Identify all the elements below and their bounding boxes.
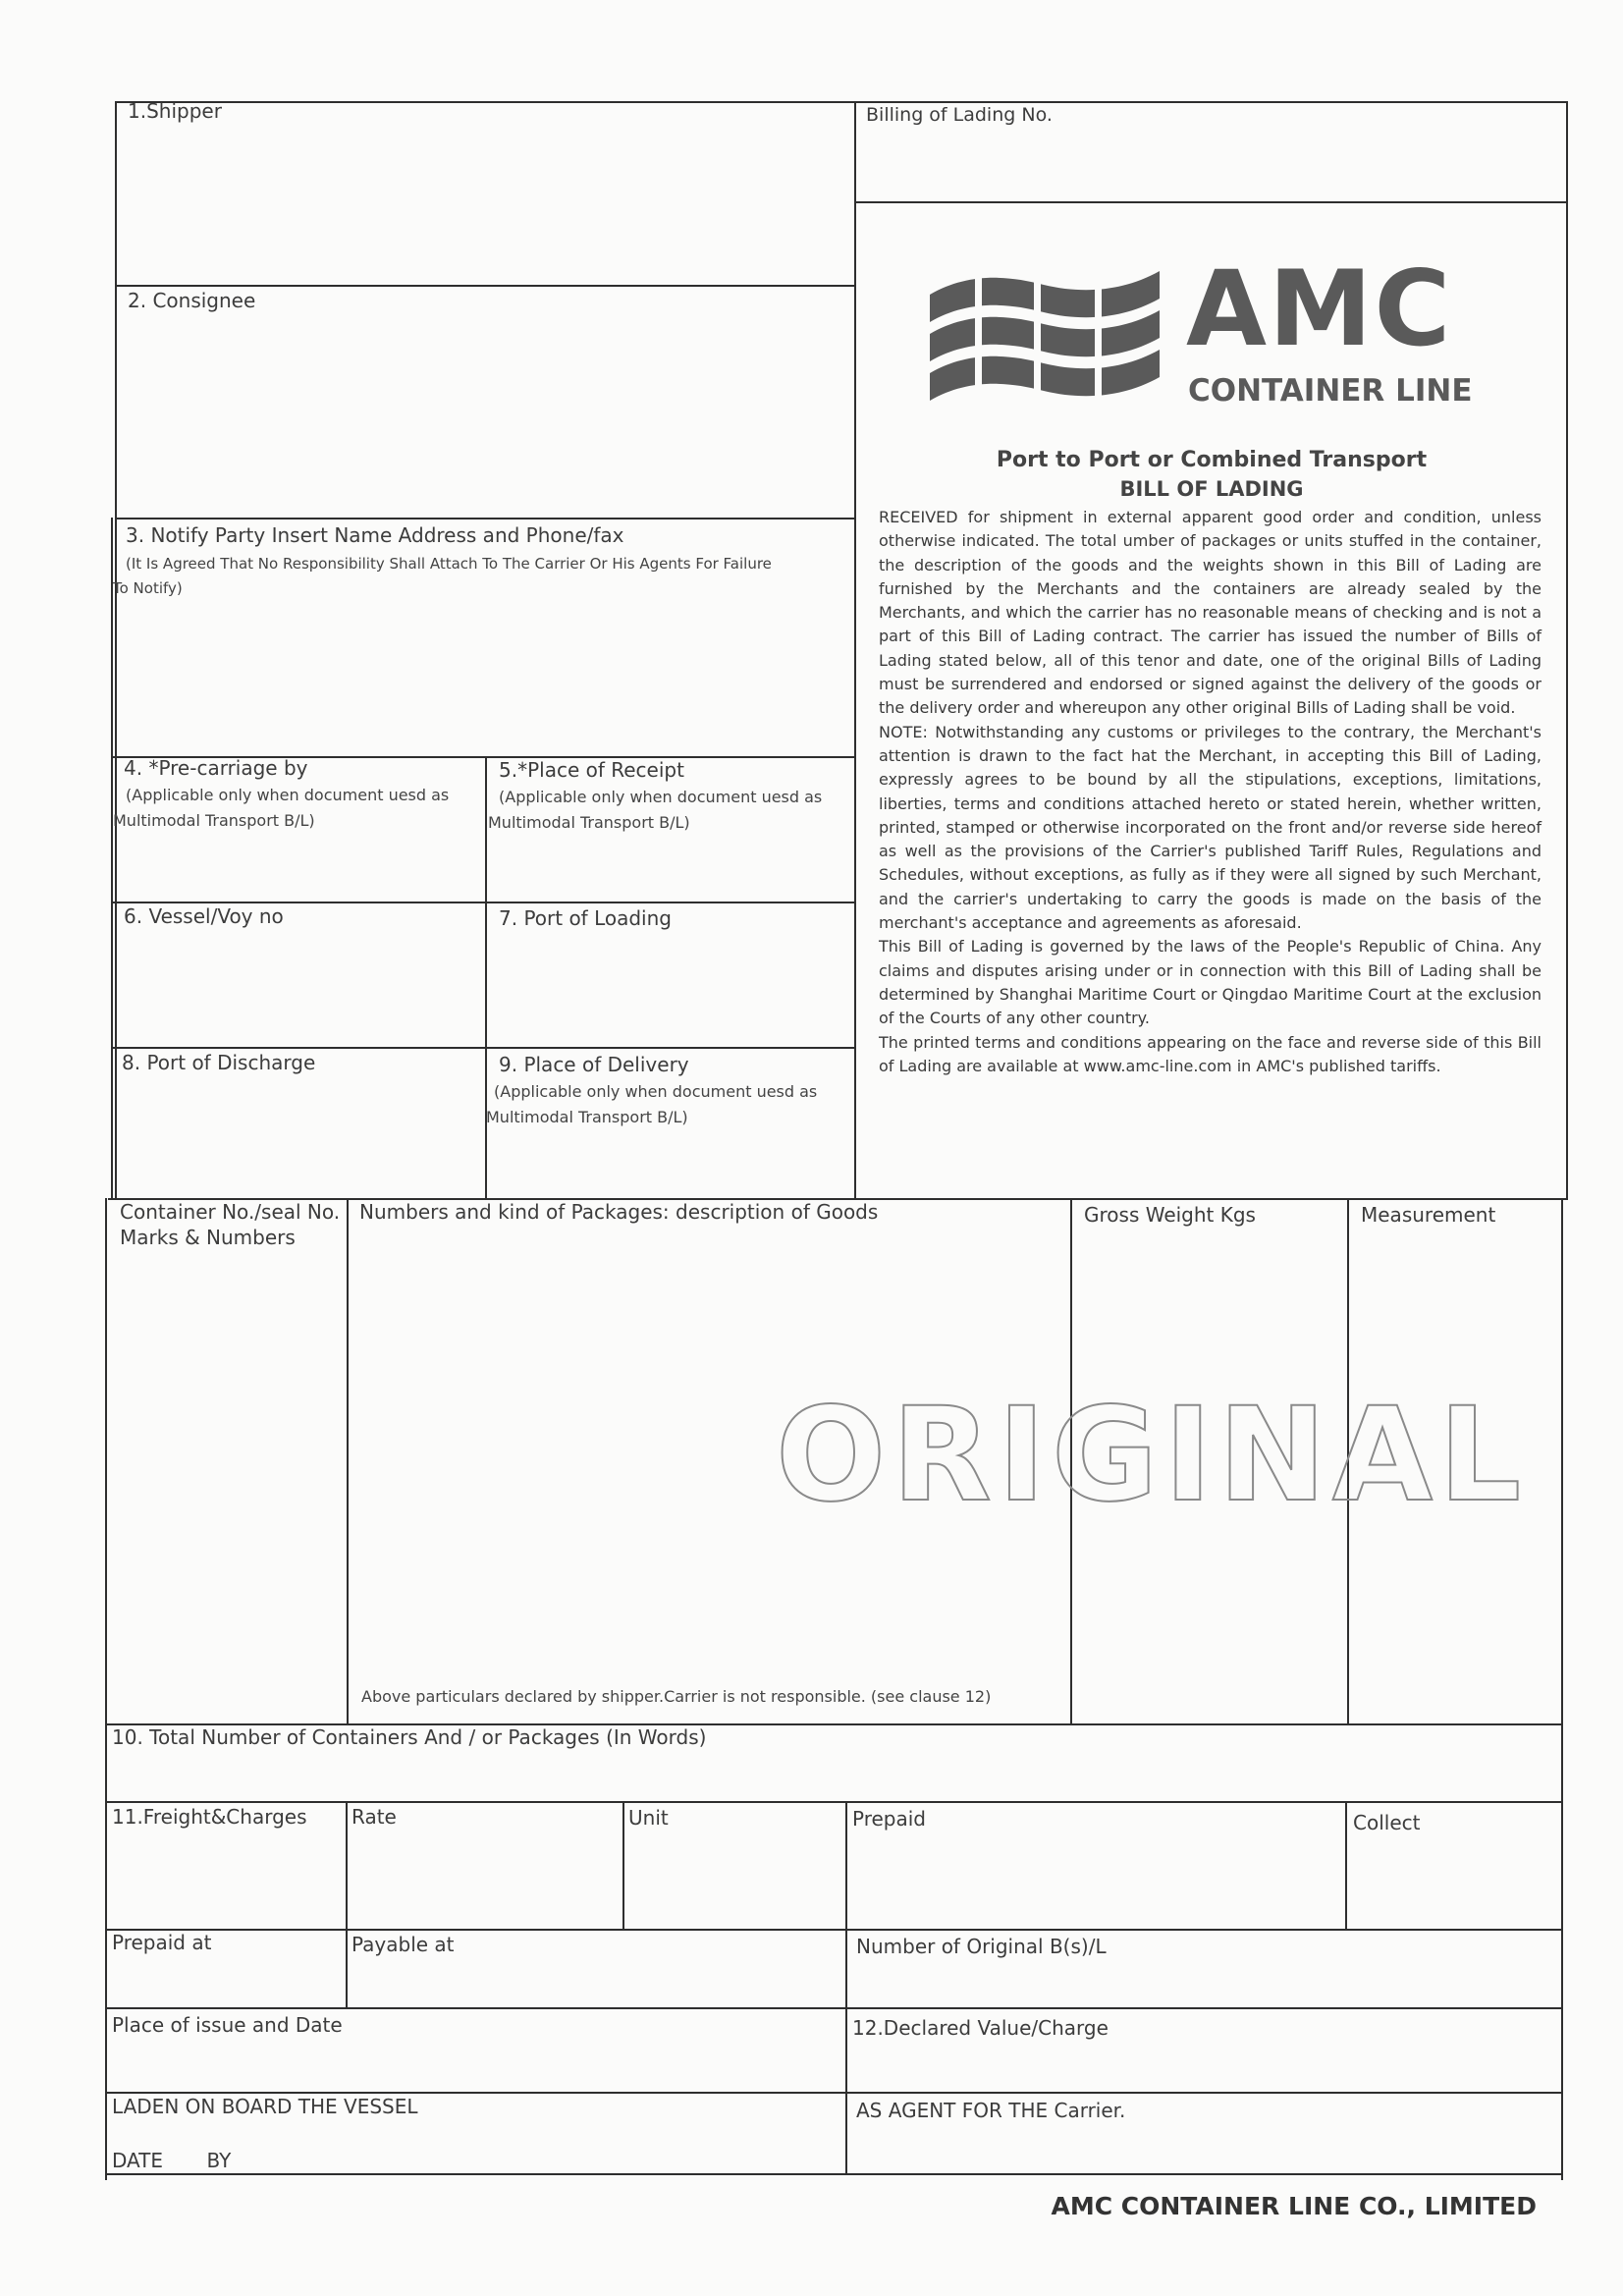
- total-containers-label: 10. Total Number of Containers And / or Packages (In Words): [112, 1725, 707, 1749]
- delivery-note-2: Multimodal Transport B/L): [486, 1108, 688, 1126]
- delivery-note-1: (Applicable only when document uesd as: [494, 1082, 818, 1101]
- line-prepaidat-bottom: [105, 2007, 1563, 2009]
- terms-received: RECEIVED for shipment in external apparent good order and condition, unless otherwise indicated. The total umber of packages or units stuffed in the container, the description of the goods and the weights shown in this Bill of Lading are furnished by the Merchants and the containers are already sealed by the Merchants, and which the carrier has no reasonable means of checking and is not a part of this Bill of Lading contract. The carrier has issued the number of Bills of Lading stated below, all of this tenor and date, one of the original Bills of Lading must be surrendered and endorsed or signed against the delivery of the goods or the delivery order and whereupon any other original Bills of Lading shall be void.: [879, 508, 1542, 718]
- original-watermark: ORIGINAL: [776, 1380, 1528, 1531]
- divider-freight-1: [346, 1801, 348, 2007]
- company-footer: AMC CONTAINER LINE CO., LIMITED: [1051, 2192, 1537, 2220]
- logo-line-text: CONTAINER LINE: [1188, 373, 1473, 409]
- precarriage-label: 4. *Pre-carriage by: [124, 756, 308, 780]
- port-of-discharge-label: 8. Port of Discharge: [122, 1051, 316, 1074]
- prepaid-at-label: Prepaid at: [112, 1931, 212, 1954]
- amc-logo: [928, 248, 1478, 420]
- border-right-lower: [1561, 1198, 1563, 2180]
- terms-and-conditions: [879, 506, 1542, 1078]
- line-freight-bottom: [105, 1929, 1563, 1931]
- line-consignee-bottom: [115, 518, 856, 519]
- date-by-label: DATE BY: [112, 2149, 232, 2172]
- packages-description-label: Numbers and kind of Packages: description of Goods: [359, 1200, 879, 1224]
- document-title-1: Port to Port or Combined Transport: [996, 448, 1428, 472]
- place-of-issue-label: Place of issue and Date: [112, 2013, 343, 2037]
- container-no-label: Container No./seal No.: [120, 1200, 341, 1224]
- notify-party-label: 3. Notify Party Insert Name Address and Phone/fax: [126, 523, 624, 547]
- precarriage-note-1: (Applicable only when document uesd as: [126, 786, 450, 804]
- receipt-note-1: (Applicable only when document uesd as: [499, 788, 823, 806]
- divider-transport-middle: [485, 756, 487, 1198]
- document-title-2: BILL OF LADING: [1119, 477, 1304, 501]
- terms-note: NOTE: Notwithstanding any customs or privileges to the contrary, the Merchant's attention is drawn to the fact hat the Merchant, in accepting this Bill of Lading, expressly agrees to be bound by all the stipulations, exceptions, limitations, liberties, terms and conditions attached hereto or stated herein, whether written, printed, stamped or otherwise incorporated on the front and/or reverse side hereof as well as the provisions of the Carrier's published Tariff Rules, Regulations and Schedules, without exceptions, as fully as if they were all signed by such Merchant, and the carrier's undertaking to carry the goods is made on the basis of the merchant's acceptance and agreements as aforesaid.: [879, 722, 1542, 933]
- line-shipper-bottom: [115, 285, 856, 287]
- line-blno-bottom: [854, 201, 1568, 203]
- consignee-label: 2. Consignee: [128, 289, 256, 312]
- measurement-label: Measurement: [1361, 1203, 1496, 1227]
- bl-number-label: Billing of Lading No.: [866, 104, 1053, 126]
- border-left-lower: [105, 1198, 107, 2180]
- marks-numbers-label: Marks & Numbers: [120, 1226, 296, 1249]
- logo-brand-text: AMC: [1186, 248, 1453, 369]
- divider-freight-2: [622, 1801, 624, 1929]
- receipt-note-2: Multimodal Transport B/L): [488, 813, 690, 832]
- shipper-label: 1.Shipper: [128, 99, 222, 123]
- laden-on-board-label: LADEN ON BOARD THE VESSEL: [112, 2095, 418, 2118]
- payable-at-label: Payable at: [352, 1933, 455, 1956]
- border-top: [115, 101, 1568, 103]
- divider-freight-4: [1345, 1801, 1347, 1929]
- terms-governing-law: This Bill of Lading is governed by the laws of the People's Republic of China. Any claims and disputes arising under or in connection with this Bill of Lading shall be determined by Shanghai Maritime Court or Qingdao Maritime Court at the exclusion of the Courts of any other country.: [879, 937, 1542, 1028]
- place-of-receipt-label: 5.*Place of Receipt: [499, 758, 684, 782]
- freight-charges-label: 11.Freight&Charges: [112, 1805, 307, 1829]
- collect-label: Collect: [1353, 1811, 1421, 1834]
- notify-note-line-2: To Notify): [113, 579, 183, 597]
- number-of-originals-label: Number of Original B(s)/L: [856, 1935, 1107, 1958]
- border-left-upper: [115, 101, 117, 1198]
- declared-by-shipper-note: Above particulars declared by shipper.Carrier is not responsible. (see clause 12): [361, 1687, 992, 1706]
- declared-value-label: 12.Declared Value/Charge: [852, 2016, 1109, 2040]
- prepaid-label: Prepaid: [852, 1807, 926, 1831]
- border-right-upper: [1566, 101, 1568, 1198]
- line-vessel-bottom: [111, 1047, 856, 1049]
- divider-cargo-1: [347, 1198, 349, 1723]
- port-of-loading-label: 7. Port of Loading: [499, 906, 672, 930]
- rate-label: Rate: [352, 1805, 397, 1829]
- unit-label: Unit: [628, 1806, 669, 1830]
- gross-weight-label: Gross Weight Kgs: [1084, 1203, 1256, 1227]
- border-left-mid: [111, 518, 113, 1198]
- divider-upper-middle: [854, 101, 856, 1198]
- precarriage-note-2: Multimodal Transport B/L): [113, 811, 315, 830]
- place-of-delivery-label: 9. Place of Delivery: [499, 1053, 689, 1076]
- vessel-voyage-label: 6. Vessel/Voy no: [124, 904, 284, 928]
- notify-note-line-1: (It Is Agreed That No Responsibility Shall Attach To The Carrier Or His Agents For Failure: [126, 555, 772, 573]
- divider-freight-3: [845, 1801, 847, 2174]
- agent-for-carrier-label: AS AGENT FOR THE Carrier.: [856, 2099, 1126, 2122]
- wave-flag-icon: [928, 263, 1163, 410]
- terms-availability: The printed terms and conditions appearing on the face and reverse side of this Bill of Lading are available at www.amc-line.com in AMC's published tariffs.: [879, 1032, 1542, 1075]
- line-form-bottom: [105, 2173, 1563, 2175]
